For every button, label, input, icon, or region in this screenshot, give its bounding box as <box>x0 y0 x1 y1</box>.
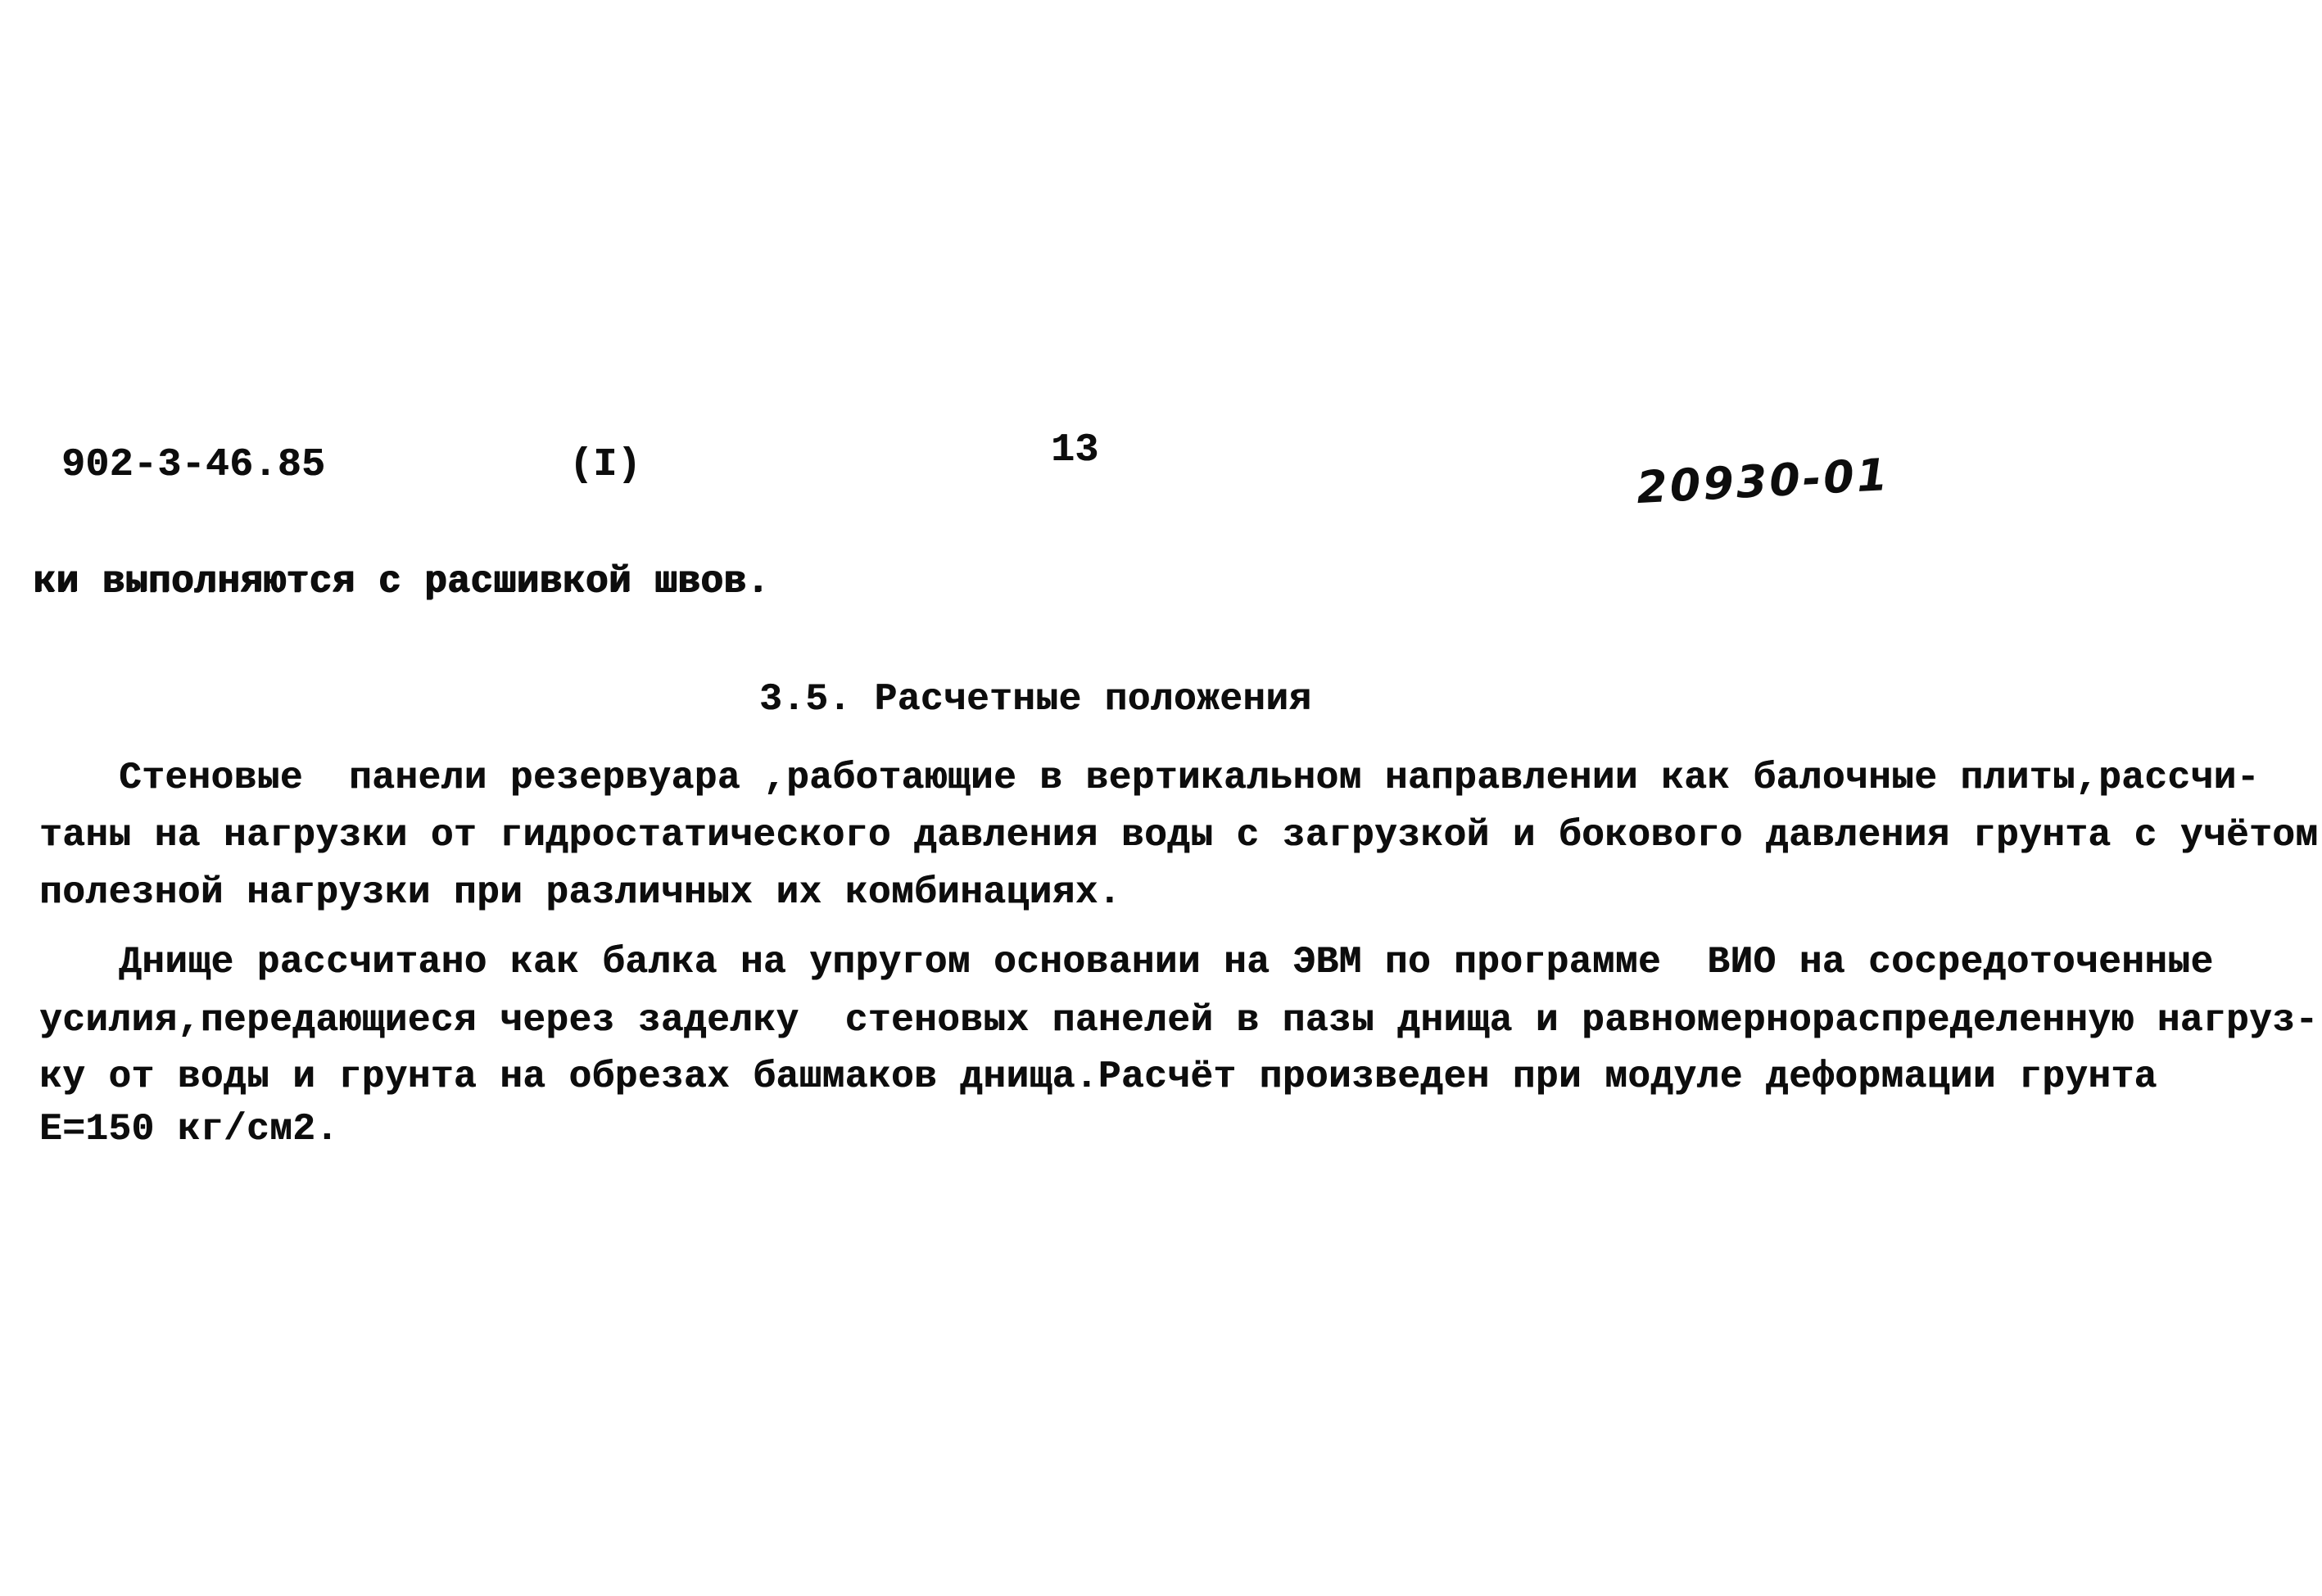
paragraph-2-line-4: Е=150 кг/см2. <box>39 1108 339 1151</box>
paragraph-2-line-2: усилия,передающиеся через заделку стеновых панелей в пазы днища и равномернораспределенную нагруз- <box>39 999 2319 1042</box>
paragraph-2-line-1: Днище рассчитано как балка на упругом основании на ЭВМ по программе ВИО на сосредоточенные <box>119 941 2214 983</box>
paragraph-1-line-2: таны на нагрузки от гидростатического давления воды с загрузкой и бокового давления грунта с учётом <box>39 814 2319 857</box>
part-label: (I) <box>569 443 641 487</box>
document-number: 902-3-46.85 <box>61 443 326 487</box>
paragraph-1-line-1: Стеновые панели резервуара ,работающие в вертикальном направлении как балочные плиты,рассчи- <box>119 757 2260 799</box>
carryover-sentence-line: ки выполняются с расшивкой швов. <box>33 560 770 603</box>
section-heading: 3.5. Расчетные положения <box>759 678 1312 721</box>
paragraph-2-line-3: ку от воды и грунта на обрезах башмаков днища.Расчёт произведен при модуле деформации грунта <box>39 1056 2157 1098</box>
handwritten-code-stamp: 20930-01 <box>1635 448 1891 514</box>
paragraph-1-line-3: полезной нагрузки при различных их комбинациях. <box>39 871 1121 914</box>
page-number: 13 <box>1051 428 1099 472</box>
